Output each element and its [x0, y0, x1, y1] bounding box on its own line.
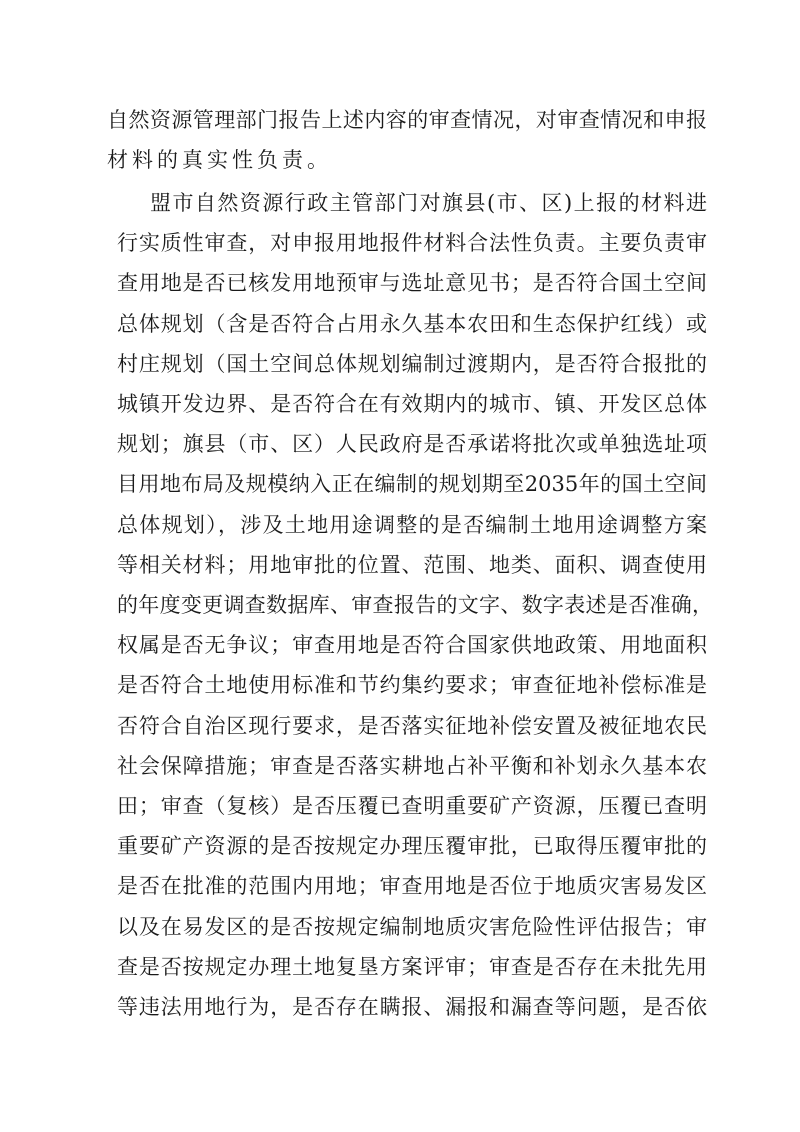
paragraph-2-line: 总体规划），涉及土地用途调整的是否编制土地用途调整方案 — [117, 512, 707, 537]
paragraph-2-line: 是否符合土地使用标准和节约集约要求；审查征地补偿标准是 — [117, 673, 707, 698]
paragraph-2-line: 城镇开发边界、是否符合在有效期内的城市、镇、开发区总体 — [117, 392, 707, 416]
paragraph-2-line: 查用地是否已核发用地预审与选址意见书；是否符合国土空间 — [117, 271, 707, 296]
paragraph-2-line: 权属是否无争议；审查用地是否符合国家供地政策、用地面积 — [117, 633, 707, 658]
paragraph-1-line: 自然资源管理部门报告上述内容的审查情况，对审查情况和申报 — [107, 108, 707, 132]
paragraph-2-line: 等相关材料；用地审批的位置、范围、地类、面积、调查使用 — [117, 552, 707, 577]
paragraph-2-line: 总体规划（含是否符合占用永久基本农田和生态保护红线）或 — [117, 311, 707, 336]
paragraph-2-line: 以及在易发区的是否按规定编制地质灾害危险性评估报告；审 — [117, 914, 707, 939]
paragraph-2-line: 重要矿产资源的是否按规定办理压覆审批，已取得压覆审批的 — [117, 834, 707, 859]
paragraph-2-line: 田；审查（复核）是否压覆已查明重要矿产资源，压覆已查明 — [117, 794, 707, 818]
paragraph-2-line: 社会保障措施；审查是否落实耕地占补平衡和补划永久基本农 — [117, 753, 707, 778]
paragraph-2-line: 盟市自然资源行政主管部门对旗县(市、区)上报的材料进 — [150, 191, 707, 215]
paragraph-2-line: 行实质性审查，对申报用地报件材料合法性负责。主要负责审 — [117, 231, 707, 256]
paragraph-2-line: 规划；旗县（市、区）人民政府是否承诺将批次或单独选址项 — [117, 432, 707, 457]
paragraph-2-line: 等违法用地行为，是否存在瞒报、漏报和漏查等问题，是否依 — [117, 995, 707, 1019]
paragraph-2-line: 查是否按规定办理土地复垦方案评审；审查是否存在未批先用 — [117, 954, 707, 979]
paragraph-2-line: 的年度变更调查数据库、审查报告的文字、数字表述是否准确， — [117, 593, 713, 617]
paragraph-2-line: 是否在批准的范围内用地；审查用地是否位于地质灾害易发区 — [117, 874, 707, 899]
paragraph-2-line: 否符合自治区现行要求，是否落实征地补偿安置及被征地农民 — [117, 713, 707, 738]
paragraph-1-line: 材料的真实性负责。 — [107, 148, 332, 172]
paragraph-2-line: 目用地布局及规模纳入正在编制的规划期至2035年的国土空间 — [117, 472, 707, 497]
paragraph-2-line: 村庄规划（国土空间总体规划编制过渡期内，是否符合报批的 — [117, 351, 707, 376]
